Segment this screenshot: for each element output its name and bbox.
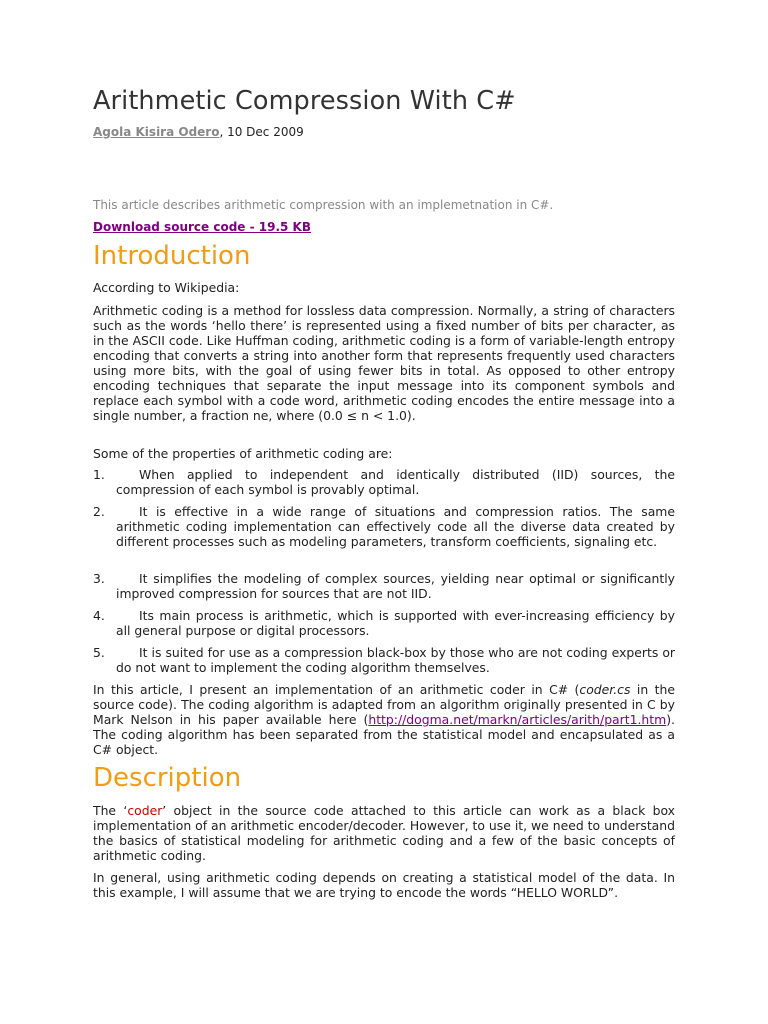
list-item-text: It is suited for use as a compression black-box by those who are not coding experts or do not want to implement the coding algorithm themselves. [116,645,675,675]
list-item [93,467,675,497]
list-item-number: 1. [93,467,105,482]
wikipedia-quote-paragraph: Arithmetic coding is a method for lossless data compression. Normally, a string of characters such as the words ‘hello there’ is represented using a fixed number of bits per character, as in the ASCII code. Like Huffman coding, arithmetic coding is a form of variable-length entropy encoding that converts a string into another form that represents frequently used characters using more bits, with the goal of using fewer bits in total. As opposed to other entropy encoding techniques that separate the input message into its component symbols and replace each symbol with a code word, arithmetic coding encodes the entire message into a single number, a fraction ne, where (0.0 ≤ n < 1.0). [93,303,675,423]
coder-keyword: coder [127,803,163,818]
article-intro-paragraph [93,682,675,757]
list-item [93,504,675,549]
list-item-number: 5. [93,645,105,660]
list-item [93,608,675,638]
list-item-text: It is effective in a wide range of situations and compression ratios. The same arithmetic coding implementation can effectively code all the diverse data created by different processes such as modeling parameters, transform coefficients, signaling etc. [116,504,675,549]
description-heading: Description [93,763,242,793]
coder-text-pre: The ‘ [93,803,128,818]
article-title: Arithmetic Compression With C# [93,86,516,116]
list-item-text: When applied to independent and identically distributed (IID) sources, the compression of each symbol is provably optimal. [116,467,675,497]
list-item-number: 4. [93,608,105,623]
according-to-wikipedia: According to Wikipedia: [93,280,240,295]
coder-text-post: ’ object in the source code attached to this article can work as a black box implementation of an arithmetic encoder/decoder. However, to use it, we need to understand the basics of statistical modeling for arithmetic coding and a few of the basic concepts of arithmetic coding. [93,803,675,863]
article-date: , 10 Dec 2009 [219,125,304,139]
nelson-paper-link[interactable]: http://dogma.net/markn/articles/arith/part1.htm [368,712,667,727]
list-item-text: It simplifies the modeling of complex sources, yielding near optimal or significantly improved compression for sources that are not IID. [116,571,675,601]
list-item-number: 3. [93,571,105,586]
article-text-part3: ). The coding algorithm has been separated from the statistical model and encapsulated as a C# object. [93,712,675,757]
author-link[interactable]: Agola Kisira Odero [93,125,220,139]
article-summary: This article describes arithmetic compression with an implemetnation in C#. [93,198,554,212]
list-item-text: Its main process is arithmetic, which is supported with ever-increasing efficiency by all general purpose or digital processors. [116,608,675,638]
list-item-number: 2. [93,504,105,519]
article-text-part2: in the source code). The coding algorithm is adapted from an algorithm originally presented in C by Mark Nelson in his paper available here ( [93,682,675,727]
list-item [93,571,675,601]
properties-intro: Some of the properties of arithmetic coding are: [93,446,393,461]
download-source-link[interactable]: Download source code - 19.5 KB [93,220,311,234]
coder-paragraph [93,803,675,863]
byline [93,125,304,139]
general-paragraph: In general, using arithmetic coding depends on creating a statistical model of the data. In this example, I will assume that we are trying to encode the words “HELLO WORLD”. [93,870,675,900]
article-text-part1: In this article, I present an implementation of an arithmetic coder in C# ( [93,682,580,697]
list-item [93,645,675,675]
introduction-heading: Introduction [93,241,251,271]
coder-file-name: coder.cs [579,682,631,697]
